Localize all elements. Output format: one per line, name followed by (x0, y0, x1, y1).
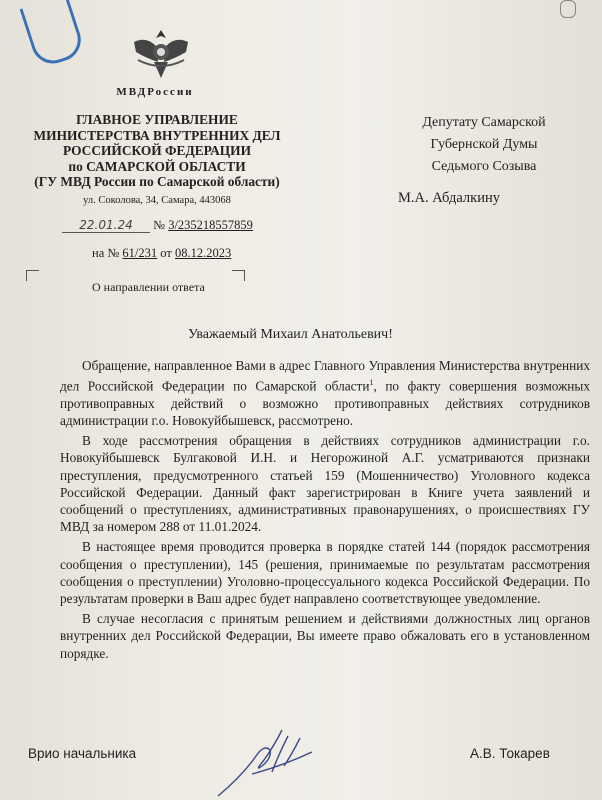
number-prefix: № (153, 218, 166, 232)
registration-date: 22.01.24 (62, 218, 150, 233)
letter-subject: О направлении ответа (92, 280, 205, 294)
paragraph: В случае несогласия с принятым решением и действиями должностных лиц органов внутренних дел Российской Федерации, Вы имеете право обжаловать его в установленном порядке. (60, 611, 590, 661)
org-line: по САМАРСКОЙ ОБЛАСТИ (68, 158, 246, 174)
subject-bracket-right (232, 270, 245, 281)
recipient-line: Депутату Самарской (422, 115, 546, 130)
registration-line (62, 218, 253, 233)
org-line: ГЛАВНОЕ УПРАВЛЕНИЕ (76, 112, 238, 127)
subject-bracket-left (26, 270, 39, 281)
eagle-emblem-icon (128, 22, 194, 82)
letter-body (60, 357, 590, 665)
recipient-name: М.А. Абдалкину (398, 190, 500, 206)
paragraph: В настоящее время проводится проверка в порядке статей 144 (порядок рассмотрения сообщения о преступлении), 145 (решения, принимаемые по результатам рассмотрения сообщения о преступлении) Уголовно-процессуального кодекса Российской Федерации. По результатам проверки в Ваш адрес будет направлено соответствующее уведомление. (60, 539, 590, 607)
organization-name (30, 112, 284, 190)
recipient-block (384, 112, 584, 178)
ref-date: 08.12.2023 (174, 246, 232, 260)
ref-prefix: на № (92, 246, 120, 260)
ref-mid: от (160, 246, 172, 260)
org-line: (ГУ МВД России по Самарской области) (34, 174, 280, 189)
org-line: МИНИСТЕРСТВА ВНУТРЕННИХ ДЕЛ (33, 127, 281, 143)
greeting: Уважаемый Михаил Анатольевич! (188, 327, 393, 342)
registration-number: 3/235218557859 (168, 218, 253, 232)
paragraph: В ходе рассмотрения обращения в действиях сотрудников администрации г.о. Новокуйбышевск Булгаковой И.Н. и Негорожиной А.Г. усматриваются признаки преступления, предусмотренного статьей 159 (Мошенничество) Уголовного кодекса Российской Федерации. Данный факт зарегистрирован в Книге учета заявлений и сообщений о преступлениях, административных правонарушениях, о происшествиях ГУ МВД за номером 288 от 11.01.2024. (60, 433, 590, 535)
org-address: ул. Соколова, 34, Самара, 443068 (83, 195, 231, 206)
corner-mark (560, 0, 576, 18)
reference-line (92, 246, 231, 261)
ministry-label: МВДРоссии (116, 86, 194, 98)
signer-name: А.В. Токарев (470, 746, 550, 761)
paper-clip (19, 0, 86, 69)
signer-position: Врио начальника (28, 746, 137, 761)
paragraph: Обращение, направленное Вами в адрес Главного Управления Министерства внутренних дел Российской Федерации по Самарской области$^1$, по факту совершения возможных противоправных действий о возможно противоправных действиях сотрудников администрации г.о. Новокуйбышевск, рассмотрено. (60, 358, 590, 429)
recipient-line: Губернской Думы (430, 137, 538, 152)
recipient-line: Седьмого Созыва (431, 159, 537, 174)
ref-number: 61/231 (122, 246, 158, 260)
org-line: РОССИЙСКОЙ ФЕДЕРАЦИИ (62, 143, 252, 158)
footnote-mark: 1 (369, 378, 374, 388)
handwritten-signature (212, 716, 322, 800)
